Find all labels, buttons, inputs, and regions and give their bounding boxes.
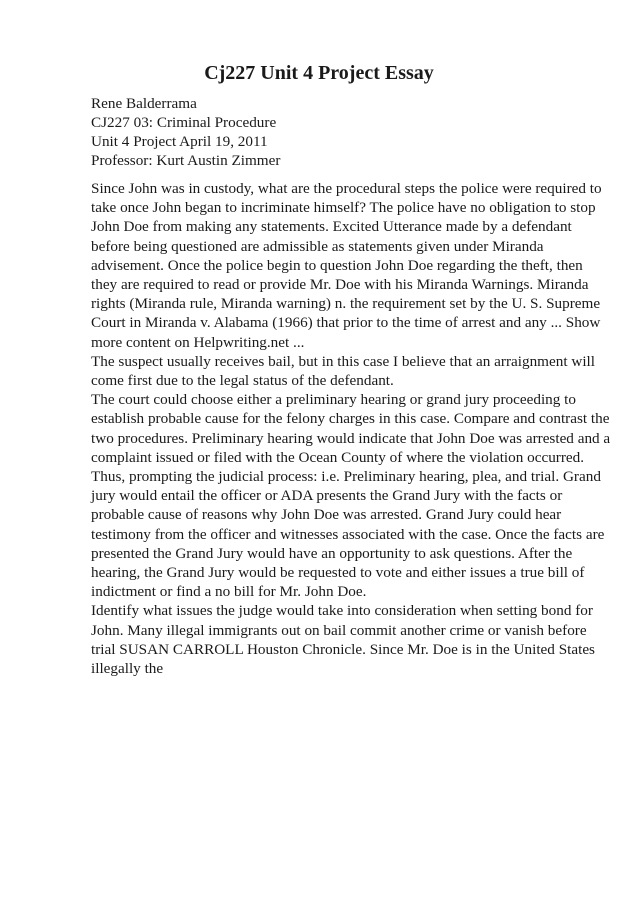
project-date: Unit 4 Project April 19, 2011 [91, 133, 268, 150]
body-line: The suspect usually receives bail, but in this case I believe that an arraignment will [91, 352, 595, 370]
body-line: two procedures. Preliminary hearing would indicate that John Doe was arrested and a [91, 429, 611, 447]
body-line: testimony from the officer and witnesses associated with the case. Once the facts are [91, 525, 605, 543]
course-name: CJ227 03: Criminal Procedure [91, 114, 277, 131]
body-line: illegally the [91, 660, 164, 678]
body-line: Thus, prompting the judicial process: i.e. Preliminary hearing, plea, and trial. Grand [91, 468, 601, 486]
body-line: John. Many illegal immigrants out on bail commit another crime or vanish before [91, 621, 587, 639]
body-line: The court could choose either a preliminary hearing or grand jury proceeding to [91, 391, 576, 409]
body-line: probable cause of reasons why John Doe was arrested. Grand Jury could hear [91, 506, 562, 524]
body-line: take once John began to incriminate himself? The police have no obligation to stop [91, 199, 596, 217]
body-line: trial SUSAN CARROLL Houston Chronicle. Since Mr. Doe is in the United States [91, 640, 595, 658]
body-line: hearing, the Grand Jury would be requested to vote and either issues a true bill of [91, 564, 585, 582]
body-line: establish probable cause for the felony charges in this case. Compare and contrast the [91, 410, 610, 428]
professor-name: Professor: Kurt Austin Zimmer [91, 152, 281, 169]
body-line: jury would entail the officer or ADA presents the Grand Jury with the facts or [91, 487, 563, 505]
body-line: more content on Helpwriting.net ... [91, 333, 305, 351]
body-line: advisement. Once the police begin to question John Doe regarding the theft, then [91, 256, 583, 274]
body-line: before being questioned are admissible as statements given under Miranda [91, 237, 544, 255]
body-line: indictment or find a no bill for Mr. John Doe. [91, 583, 367, 601]
body-line: Identify what issues the judge would take into consideration when setting bond for [91, 602, 593, 620]
body-line: complaint issued or filed with the Ocean County of where the violation occurred. [91, 448, 585, 466]
author-name: Rene Balderrama [91, 95, 197, 112]
body-line: Since John was in custody, what are the procedural steps the police were required to [91, 180, 602, 197]
body-line: come first due to the legal status of the defendant. [91, 372, 394, 390]
document-title: Cj227 Unit 4 Project Essay [204, 62, 434, 84]
body-line: presented the Grand Jury would have an opportunity to ask questions. After the [91, 544, 573, 562]
essay-body [91, 179, 611, 678]
author-info-block [91, 94, 591, 170]
body-line: John Doe from making any statements. Excited Utterance made by a defendant [91, 218, 572, 236]
body-line: Court in Miranda v. Alabama (1966) that prior to the time of arrest and any ... Show [91, 314, 601, 332]
body-line: rights (Miranda rule, Miranda warning) n. the requirement set by the U. S. Supreme [91, 295, 601, 313]
body-line: they are required to read or provide Mr. Doe with his Miranda Warnings. Miranda [91, 276, 589, 294]
